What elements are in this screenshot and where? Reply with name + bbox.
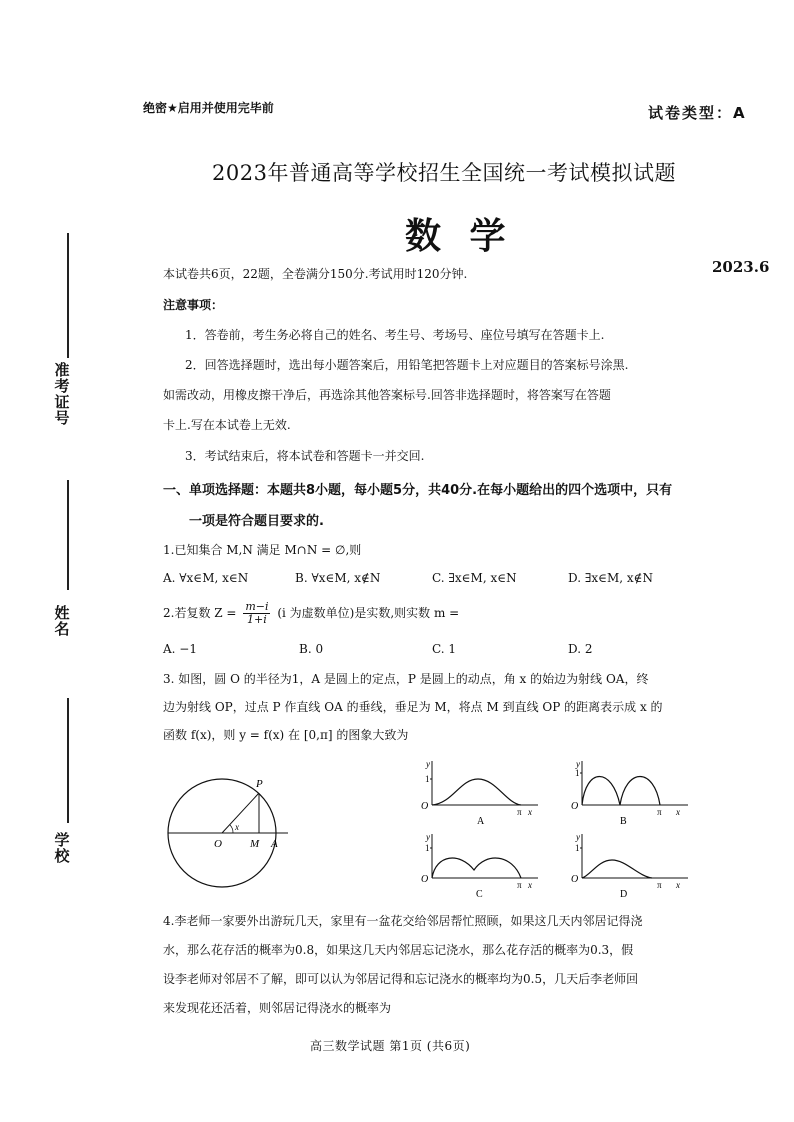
page-footer: 高三数学试题 第1页 (共6页) [310,1039,471,1053]
axis-label-y: y [426,832,430,842]
exam-date: 2023.6 [712,258,770,276]
tick-label-one: 1 [425,774,430,784]
tick-label-pi: π [657,880,662,890]
graph-caption-c: C [476,889,483,900]
label-p: P [256,778,263,790]
question-3-line: 3. 如图，圆 O 的半径为1，A 是圆上的定点，P 是圆上的动点，角 x 的始边为射线 OA，终 [163,672,649,686]
question-4-line: 4.李老师一家要外出游玩几天，家里有一盆花交给邻居帮忙照顾，如果这几天内邻居记得浇 [163,914,643,928]
note-item-1: 1．答卷前，考生务必将自己的姓名、考生号、考场号、座位号填写在答题卡上. [185,328,605,342]
paper-type: 试卷类型：A [648,104,747,122]
question-1-option-a: A. ∀x∈M, x∈N [163,571,249,585]
school-label: 学 校 [54,831,70,865]
graph-a [418,757,543,827]
binding-line [67,698,69,823]
unit-circle-figure [160,760,295,890]
question-3-line: 函数 f(x)，则 y = f(x) 在 [0,π] 的图象大致为 [163,728,409,742]
ray-op [222,793,259,833]
graph-b [568,757,693,827]
graph-c [418,830,543,900]
admission-number-label: 准 考 证 号 [54,361,70,427]
axis-label-y: y [426,759,430,769]
axis-label-x: x [528,807,532,817]
tick-label-one: 1 [575,768,580,778]
subject-title: 数 学 [405,215,514,257]
axis-label-x: x [528,880,532,890]
label-o: O [214,838,222,850]
tick-label-one: 1 [425,843,430,853]
question-4-line: 水，那么花存活的概率为0.8，如果这几天内邻居忘记浇水，那么花存活的概率为0.3，假 [163,943,634,957]
curve-d [582,860,652,878]
axis-label-y: y [576,759,580,769]
note-item-2: 2．回答选择题时，选出每小题答案后，用铅笔把答题卡上对应题目的答案标号涂黑. [185,358,629,372]
question-2-option-b: B. 0 [299,642,324,656]
tick-label-one: 1 [575,843,580,853]
fraction-denominator: 1+i [247,613,267,626]
fraction-numerator: m−i [245,600,269,613]
intro-text: 本试卷共6页，22题，全卷满分150分.考试用时120分钟. [163,267,468,281]
question-3-line: 边为射线 OP，过点 P 作直线 OA 的垂线，垂足为 M，将点 M 到直线 OP 的距离表示成 x 的 [163,700,663,714]
binding-line [67,233,69,358]
tick-label-pi: π [657,807,662,817]
origin-label: O [421,801,429,812]
curve-b [582,777,660,806]
question-2-option-c: C. 1 [432,642,457,656]
section-heading-cont: 一项是符合题目要求的. [189,514,324,529]
origin-label: O [571,801,579,812]
name-label: 姓 名 [54,604,70,638]
label-x: x [235,822,239,832]
question-1-option-b: B. ∀x∈M, x∉N [295,571,381,585]
note-item-2-cont: 如需改动，用橡皮擦干净后，再选涂其他答案标号.回答非选择题时，将答案写在答题 [163,388,611,402]
binding-line [67,480,69,590]
graph-d [568,830,693,900]
question-2-text: 2.若复数 Z = [163,606,237,620]
section-heading: 一、单项选择题：本题共8小题，每小题5分，共40分.在每小题给出的四个选项中，只有 [163,483,673,498]
question-1-option-d: D. ∃x∈M, x∉N [568,571,654,585]
axis-label-y: y [576,832,580,842]
question-1-option-c: C. ∃x∈M, x∈N [432,571,517,585]
axis-label-x: x [676,880,680,890]
notes-heading: 注意事项： [163,298,224,312]
question-4-line: 来发现花还活着，则邻居记得浇水的概率为 [163,1001,392,1015]
graph-caption-b: B [620,816,627,827]
graph-caption-a: A [477,816,485,827]
label-m: M [250,838,260,850]
fraction [243,601,270,626]
exam-title: 2023年普通高等学校招生全国统一考试模拟试题 [212,161,676,185]
angle-arc [230,825,233,833]
tick-label-pi: π [517,880,522,890]
question-2-option-a: A. −1 [163,642,197,656]
note-item-2-cont: 卡上.写在本试卷上无效. [163,418,291,432]
curve-a [432,779,521,805]
axis-label-x: x [676,807,680,817]
curve-c [432,858,521,878]
question-1-stem: 1.已知集合 M,N 满足 M∩N = ∅,则 [163,543,362,557]
question-4-line: 设李老师对邻居不了解，即可以认为邻居记得和忘记浇水的概率均为0.5，几天后李老师回 [163,972,639,986]
label-a: A [271,838,278,850]
origin-label: O [571,874,579,885]
question-2-text: (i 为虚数单位)是实数,则实数 m = [277,606,460,620]
question-2-option-d: D. 2 [568,642,593,656]
origin-label: O [421,874,429,885]
graph-caption-d: D [620,889,628,900]
note-item-3: 3．考试结束后，将本试卷和答题卡一并交回. [185,449,425,463]
question-2-stem [163,600,459,626]
confidential-mark: 绝密★启用并使用完毕前 [143,101,274,115]
tick-label-pi: π [517,807,522,817]
